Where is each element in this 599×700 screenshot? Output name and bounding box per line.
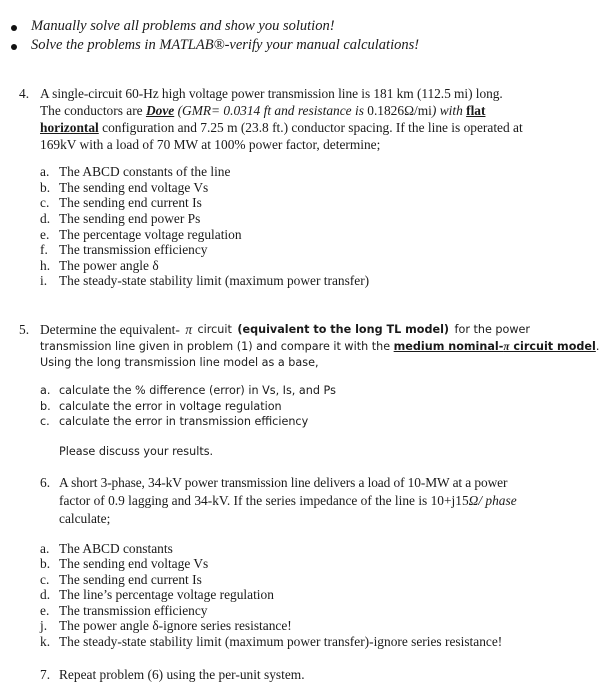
list-item: e. The percentage voltage regulation [40, 227, 242, 242]
list-item: c. calculate the error in transmission efficiency [40, 415, 309, 428]
list-item: k. The steady-state stability limit (maximum power transfer)-ignore series resistance! [40, 634, 503, 649]
list-item: b. The sending end voltage Vs [40, 180, 209, 195]
instruction-manual: Manually solve all problems and show you solution! [31, 18, 335, 34]
list-item: h. The power angle δ [40, 258, 159, 273]
conductor-name: Dove [145, 103, 175, 118]
instruction-matlab: Solve the problems in MATLAB®-verify your manual calculations! [31, 37, 420, 53]
problem-number: 5. [19, 322, 30, 337]
list-item: a. The ABCD constants of the line [40, 164, 231, 179]
problem-5-line-1: Determine the equivalent- π circuit (equivalent to the long TL model) for the power [40, 322, 530, 337]
bullet-dot [11, 25, 17, 31]
problem-5-line-3: Using the long transmission line model as a base, [40, 356, 319, 369]
bullet-dot [11, 44, 17, 50]
problem-5-line-2: transmission line given in problem (1) and compare it with the medium nominal-π circuit model [40, 340, 596, 353]
problem-6-line-1: A short 3-phase, 34-kV power transmission line delivers a load of 10-MW at a power [59, 475, 508, 490]
list-item: a. calculate the % difference (error) in Vs, Is, and Ps [40, 384, 336, 397]
problem-number: 4. [19, 86, 30, 101]
problem-4-line-2: The conductors are Dove (GMR= 0.0314 ft and resistance is 0.1826Ω/mi) with flat [40, 103, 486, 118]
problem-6-line-3: calculate; [59, 511, 111, 526]
problem-number: 6. [40, 475, 51, 490]
list-item: a. The ABCD constants [40, 541, 173, 556]
list-item: f. The transmission efficiency [40, 242, 208, 257]
problem-6-line-2: factor of 0.9 lagging and 34-kV. If the series impedance of the line is 10+j15Ω/ phase [59, 493, 517, 508]
list-item: b. calculate the error in voltage regulation [40, 400, 282, 413]
problem-7-text: Repeat problem (6) using the per-unit system. [59, 667, 305, 682]
list-item: j. The power angle δ-ignore series resistance! [40, 618, 292, 633]
list-item: d. The line’s percentage voltage regulation [40, 587, 274, 602]
problem-number: 7. [40, 667, 51, 682]
problem-4-line-4: 169kV with a load of 70 MW at 100% power factor, determine; [40, 137, 381, 152]
list-item: c. The sending end current Is [40, 572, 202, 587]
list-item: c. The sending end current Is [40, 195, 202, 210]
problem-4-line-3: horizontal configuration and 7.25 m (23.8 ft.) conductor spacing. If the line is operated at [40, 120, 523, 135]
list-item: i. The steady-state stability limit (maximum power transfer) [40, 273, 370, 288]
discussion-prompt: Please discuss your results. [59, 445, 214, 458]
list-item: b. The sending end voltage Vs [40, 556, 209, 571]
problem-4-line-1: A single-circuit 60-Hz high voltage power transmission line is 181 km (112.5 mi) long. [40, 86, 503, 101]
list-item: e. The transmission efficiency [40, 603, 208, 618]
list-item: d. The sending end power Ps [40, 211, 201, 226]
